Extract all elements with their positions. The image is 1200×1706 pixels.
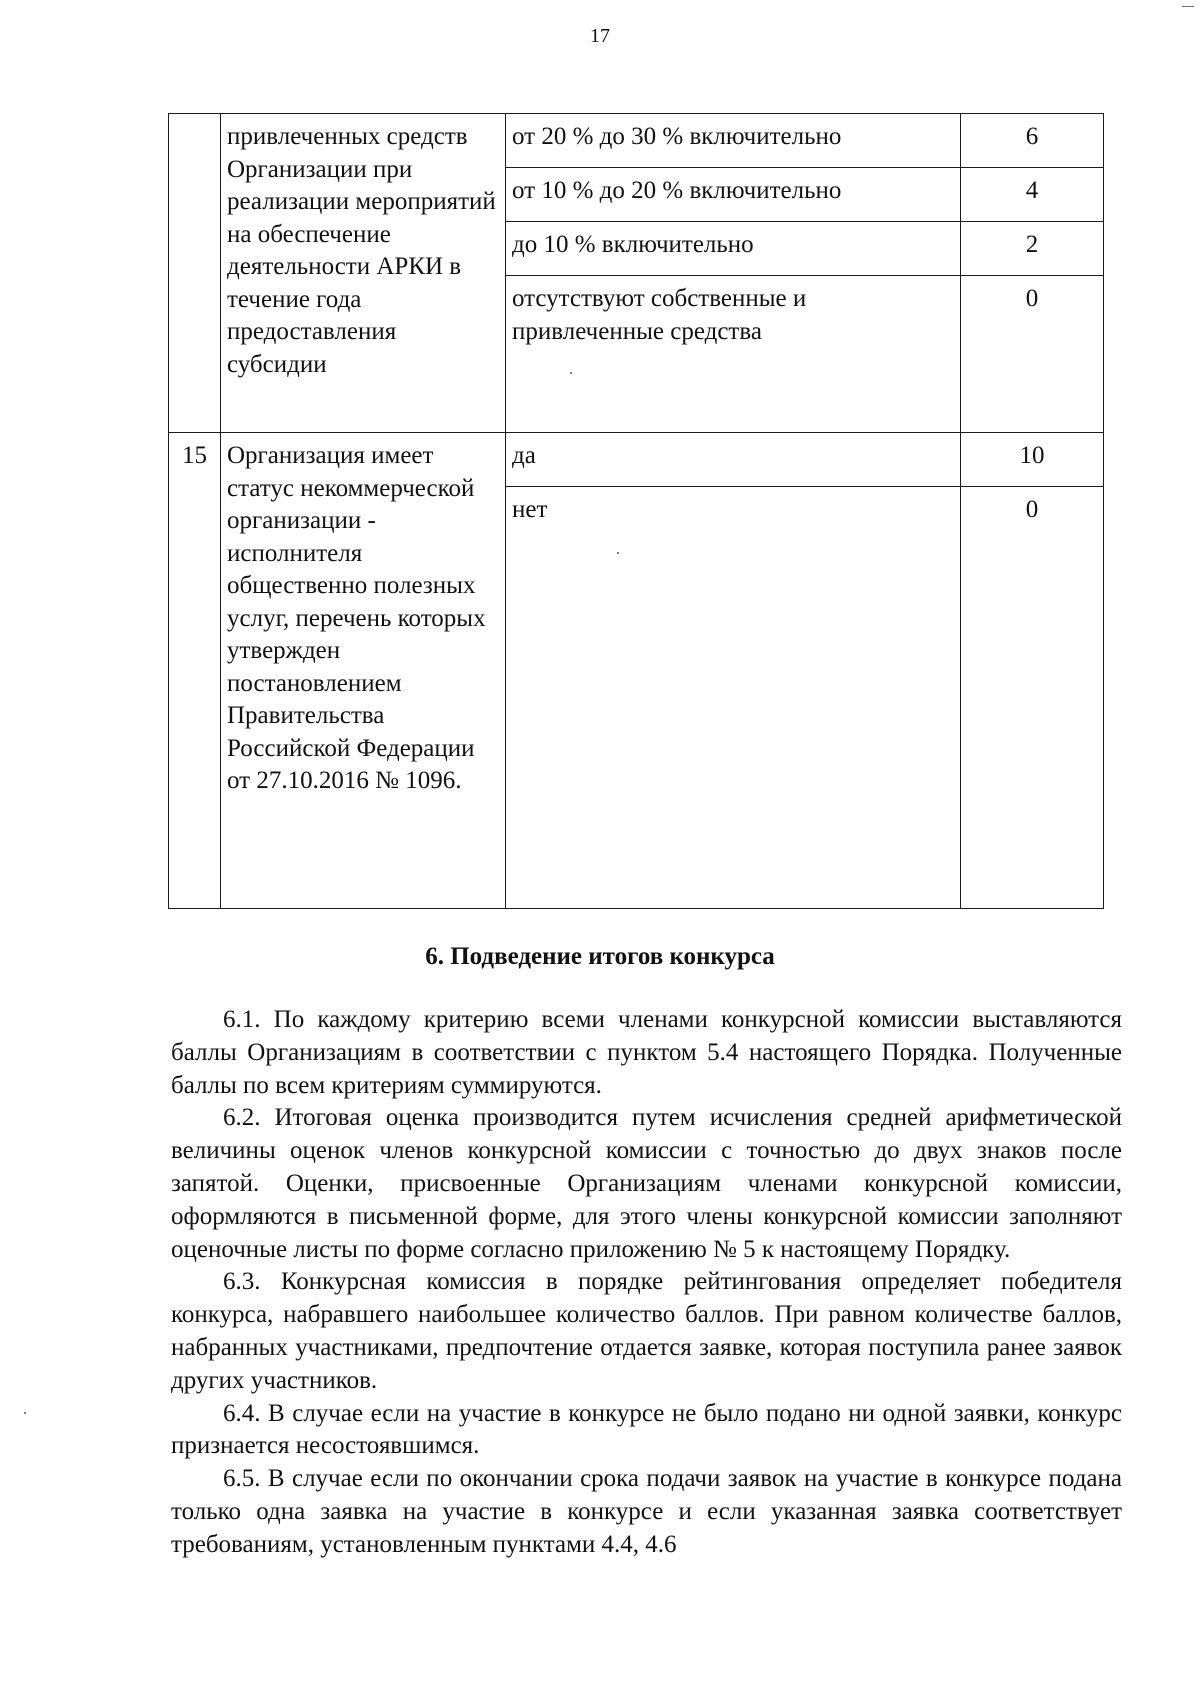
scan-speck [617,552,619,554]
criterion-cell: Организация имеет статус некоммерческой организации - исполнителя общественно полезных услуг, перечень которых утвержден постановлением Правительства Российской Федерации от 27.10.2016 № 1096. [221,433,506,909]
row-number-cell [169,114,221,433]
option-cell: да [506,433,961,487]
option-cell: до 10 % включительно [506,222,961,276]
option-cell: от 20 % до 30 % включительно [506,114,961,168]
score-cell: 0 [961,276,1104,433]
score-cell: 4 [961,168,1104,222]
section-title: 6. Подведение итогов конкурса [425,943,775,970]
criterion-cell: привлеченных средств Организации при реализации мероприятий на обеспечение деятельности АРКИ в течение года предоставления субсидии [221,114,506,433]
section-body [171,1004,1122,1562]
criteria-table [168,113,1104,909]
option-cell: отсутствуют собственные и привлеченные средства [506,276,961,433]
page-number: 17 [590,25,610,47]
scan-speck [24,1412,26,1414]
option-cell: нет [506,487,961,909]
paragraph-6-1: 6.1. По каждому критерию всеми членами конкурсной комиссии выставляются баллы Организациям в соответствии с пунктом 5.4 настоящего Порядка. Полученные баллы по всем критериям суммируются. [171,1006,1122,1099]
paragraph-6-2: 6.2. Итоговая оценка производится путем исчисления средней арифметической величины оценок членов конкурсной комиссии с точностью до двух знаков после запятой. Оценки, присвоенные Организациям членами конкурсной комиссии, оформляются в письменной форме, для этого члены конкурсной комиссии заполняют оценочные листы по форме согласно приложению № 5 к настоящему Порядку. [171,1104,1122,1263]
score-cell: 10 [961,433,1104,487]
edge-mark [1182,6,1194,7]
paragraph-6-3: 6.3. Конкурсная комиссия в порядке рейтингования определяет победителя конкурса, набравшего наибольшее количество баллов. При равном количестве баллов, набранных участниками, предпочтение отдается заявке, которая поступила ранее заявок других участников. [171,1268,1122,1394]
paragraph-6-4: 6.4. В случае если на участие в конкурсе не было подано ни одной заявки, конкурс признается несостоявшимся. [171,1399,1122,1460]
table-row [169,114,1104,168]
score-cell: 6 [961,114,1104,168]
paragraph-6-5: 6.5. В случае если по окончании срока подачи заявок на участие в конкурсе подана только одна заявка на участие в конкурсе и если указанная заявка соответствует требованиям, установленным пунктами 4.4, 4.6 [171,1465,1122,1558]
score-cell: 2 [961,222,1104,276]
score-cell: 0 [961,487,1104,909]
row-number-cell: 15 [169,433,221,909]
scan-speck [570,372,572,374]
option-cell: от 10 % до 20 % включительно [506,168,961,222]
table-row [169,433,1104,487]
